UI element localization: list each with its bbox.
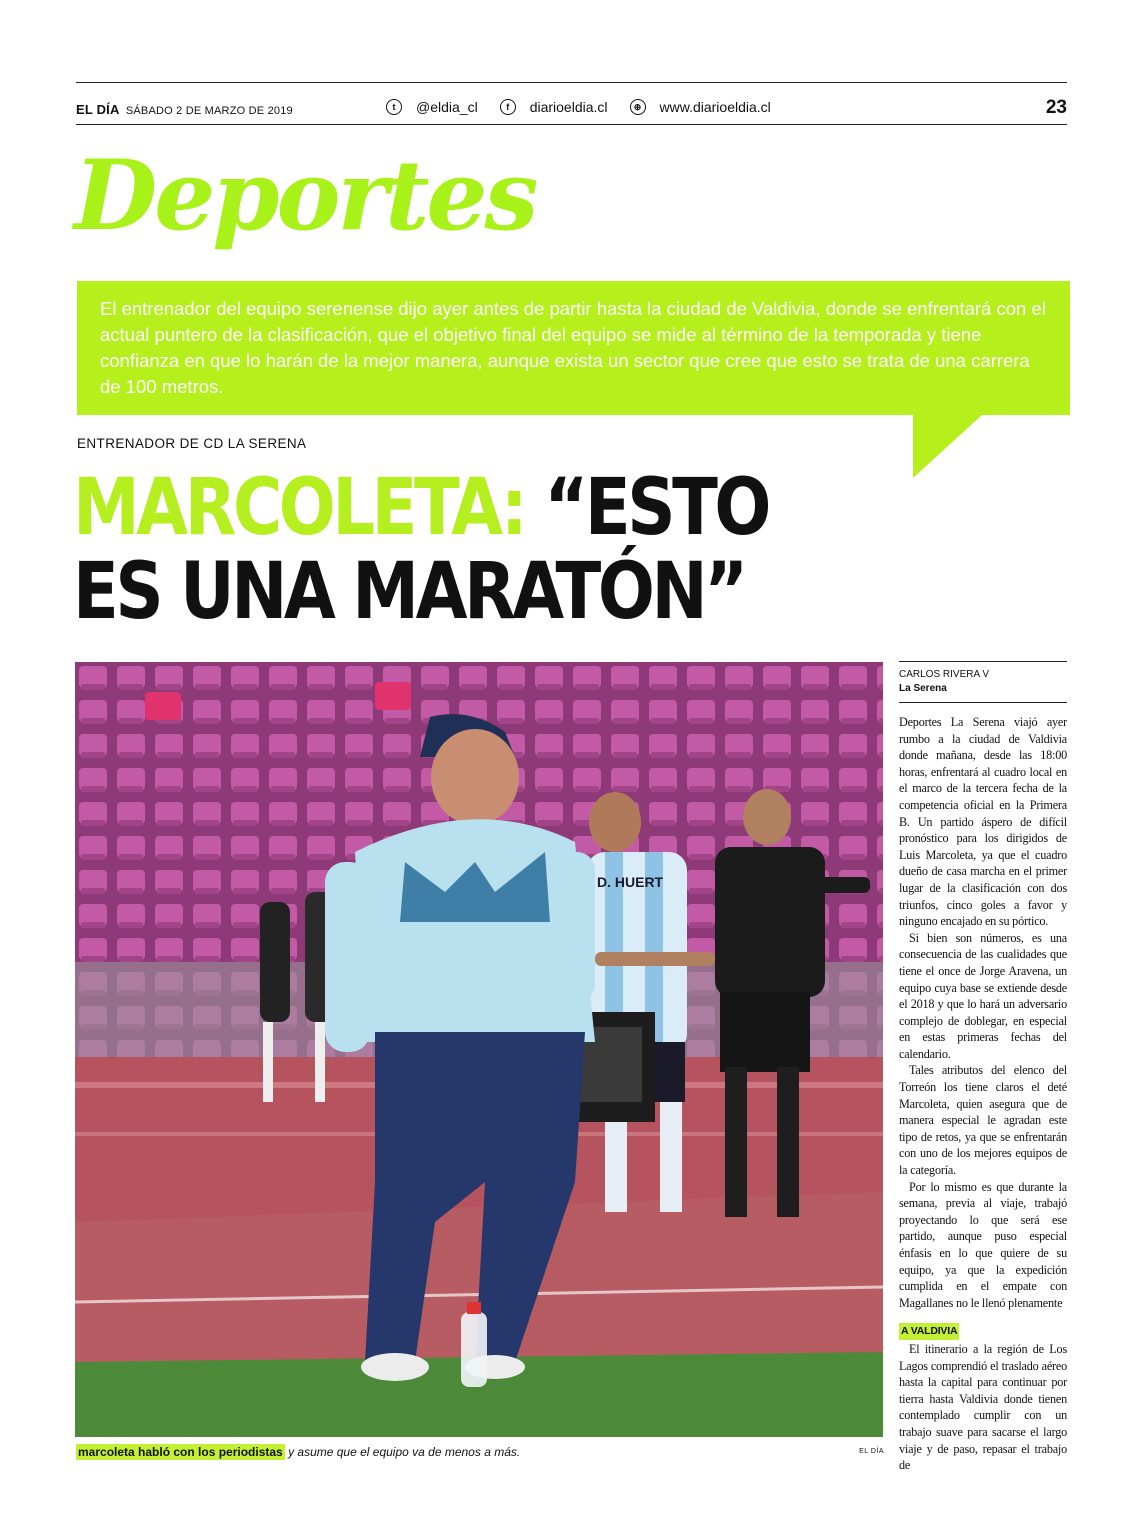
headline: [73, 463, 769, 637]
section-title: Deportes: [74, 139, 536, 252]
page-header: [76, 98, 1067, 122]
body-paragraph: Si bien son números, es una consecuencia de las cualidades que tiene el once de Jorge Aravena, un equipo cuya base se extiende desde el 2018 y que lo hará un adversario complejo de doblegar, en especial en estas primeras fechas del calendario.: [899, 930, 1067, 1061]
photo-caption: [76, 1445, 884, 1459]
lead-box: [77, 281, 1070, 415]
body-paragraph: El itinerario a la región de Los Lagos comprendió el traslado aéreo hasta la capital para continuar por tierra hasta Valdivia donde tienen contemplado cumplir con un trabajo suave para sacarse el largo viaje y de paso, repasar el trabajo de: [899, 1341, 1067, 1473]
body-paragraph: Deportes La Serena viajó ayer rumbo a la ciudad de Valdivia donde mañana, desde las 18:00 horas, enfrentará al cuadro local en el marco de la tercera fecha de la competencia oficial en la Primera B. Un partido áspero de difícil pronóstico para los dirigidos de Luis Marcoleta, ya que el cuadro dueño de casa marcha en el primer lugar de la clasificación con dos triunfos, cinco goles a favor y ninguno encajado en su pórtico.: [899, 715, 1067, 929]
byline-author: CARLOS RIVERA V: [899, 669, 990, 680]
caption-text: y asume que el equipo va de menos a más.: [284, 1445, 521, 1459]
jersey-text: D. HUERT: [597, 874, 664, 890]
headline-quote-1: “ESTO: [524, 463, 769, 553]
headline-name: MARCOLETA:: [73, 463, 525, 553]
caption-bold: marcoleta habló con los periodistas: [78, 1445, 283, 1459]
body-subhead: A VALDIVIA: [899, 1323, 959, 1340]
header-brand-date: [76, 102, 293, 117]
lead-text: El entrenador del equipo serenense dijo ayer antes de partir hasta la ciudad de Valdivia, donde se enfrentará con el actual puntero de la clasificación, que el objetivo final del equipo se mide al término de la temporada y tiene confianza en que lo harán de la mejor manera, aunque exista un sector que cree que esto se trata de una carrera de 100 metros.: [100, 298, 1046, 397]
header-rule: [76, 124, 1067, 125]
twitter-handle[interactable]: @eldia_cl: [416, 99, 478, 115]
page-number: 23: [1045, 97, 1067, 118]
kicker: ENTRENADOR DE CD LA SERENA: [77, 436, 307, 451]
website-link[interactable]: www.diarioeldia.cl: [659, 99, 771, 115]
headline-quote-2: ES UNA MARATÓN”: [73, 547, 745, 637]
byline-rule: [899, 661, 1067, 662]
main-photo: [75, 662, 883, 1437]
social-links: [386, 99, 793, 115]
body-paragraph: Por lo mismo es que durante la semana, previa al viaje, trabajó proyectando lo que será ese partido, aunque puso especial énfasis en lo que quiere de su equipo, ya que la expedición cumplida en el empate con Magallanes no le llenó plenamente: [899, 1179, 1067, 1310]
brand-name: EL DÍA: [76, 102, 120, 117]
byline-rule-bottom: [899, 702, 1067, 703]
facebook-icon: f: [500, 99, 516, 115]
issue-date: SÁBADO 2 DE MARZO DE 2019: [125, 105, 293, 117]
facebook-handle[interactable]: diarioeldia.cl: [529, 99, 608, 115]
photo-illustration: [75, 662, 883, 1437]
byline-place: La Serena: [899, 683, 947, 694]
article-body: [899, 714, 1067, 1474]
byline: [899, 669, 989, 694]
body-paragraph: Tales atributos del elenco del Torreón los tiene claros el deté Marcoleta, quien asegura que de manera especial le agradan este tipo de retos, ya que se enfrentarán con uno de los mejores equipos de la categoría.: [899, 1063, 1067, 1178]
top-rule: [76, 82, 1067, 83]
photo-credit: EL DÍA: [859, 1448, 884, 1455]
twitter-icon: t: [386, 99, 402, 115]
lead-box-tail: [913, 414, 983, 478]
globe-icon: ⊕: [630, 99, 646, 115]
